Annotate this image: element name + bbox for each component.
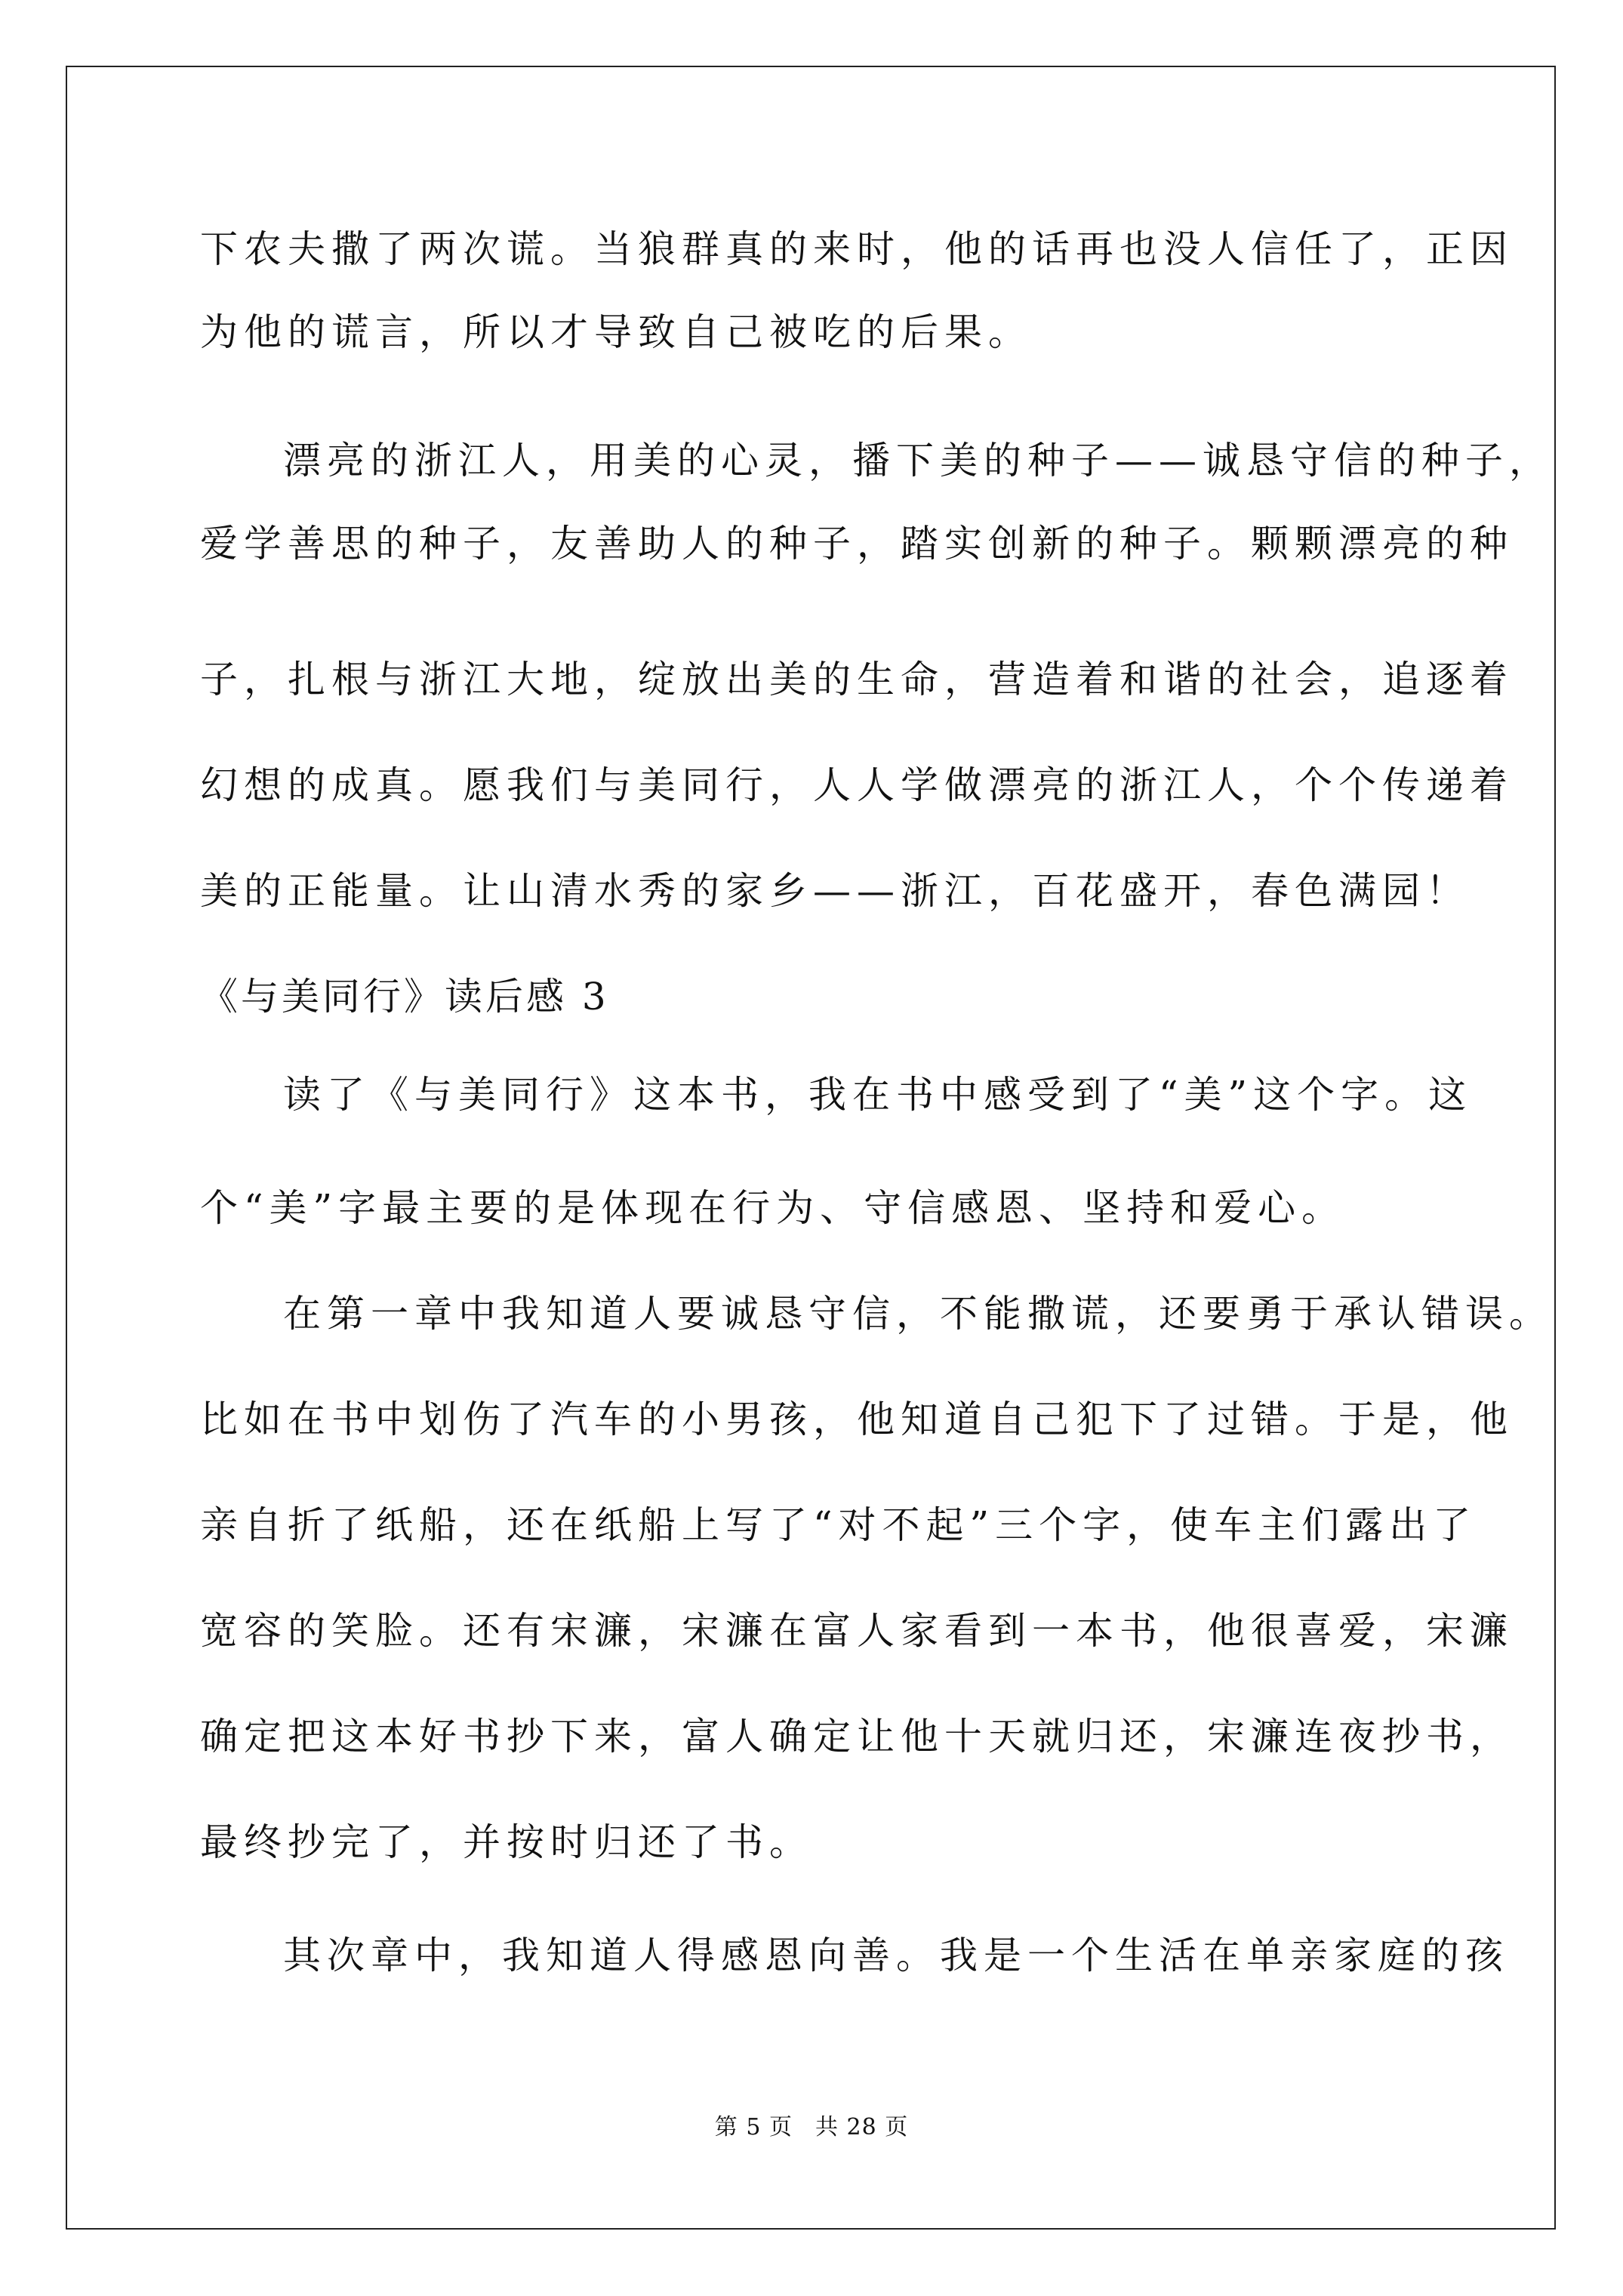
text-line: 亲自折了纸船，还在纸船上写了“对不起”三个字，使车主们露出了 [200, 1503, 1477, 1547]
text-line: 宽容的笑脸。还有宋濂，宋濂在富人家看到一本书，他很喜爱，宋濂 [200, 1609, 1514, 1653]
text-line: 幻想的成真。愿我们与美同行，人人学做漂亮的浙江人，个个传递着 [200, 763, 1514, 807]
text-line: 比如在书中划伤了汽车的小男孩，他知道自己犯下了过错。于是，他 [200, 1398, 1514, 1441]
page-total: 共 28 页 [815, 2114, 909, 2140]
page-number: 第 5 页 [714, 2114, 793, 2140]
paragraph-first-line: 其次章中，我知道人得感恩向善。我是一个生活在单亲家庭的孩 [283, 1934, 1509, 1977]
page-border [66, 66, 1556, 2230]
text-line: 美的正能量。让山清水秀的家乡——浙江，百花盛开，春色满园！ [200, 869, 1470, 913]
text-line: 个“美”字最主要的是体现在行为、守信感恩、坚持和爱心。 [200, 1186, 1346, 1230]
text-line: 确定把这本好书抄下来，富人确定让他十天就归还，宋濂连夜抄书， [200, 1715, 1514, 1758]
text-line: 爱学善思的种子，友善助人的种子，踏实创新的种子。颗颗漂亮的种 [200, 522, 1514, 566]
page-footer [0, 2114, 1623, 2141]
text-line: 为他的谎言，所以才导致自己被吃的后果。 [200, 310, 1032, 354]
section-heading: 《与美同行》读后感 3 [200, 975, 609, 1019]
paragraph-first-line: 读了《与美同行》这本书，我在书中感受到了“美”这个字。这 [283, 1073, 1473, 1117]
paragraph-first-line: 在第一章中我知道人要诚恳守信，不能撒谎，还要勇于承认错误。 [283, 1292, 1553, 1336]
text-line: 最终抄完了，并按时归还了书。 [200, 1820, 813, 1864]
text-line: 子，扎根与浙江大地，绽放出美的生命，营造着和谐的社会，追逐着 [200, 658, 1514, 701]
paragraph-first-line: 漂亮的浙江人，用美的心灵，播下美的种子——诚恳守信的种子， [283, 439, 1553, 482]
text-line: 下农夫撒了两次谎。当狼群真的来时，他的话再也没人信任了，正因 [200, 227, 1514, 271]
